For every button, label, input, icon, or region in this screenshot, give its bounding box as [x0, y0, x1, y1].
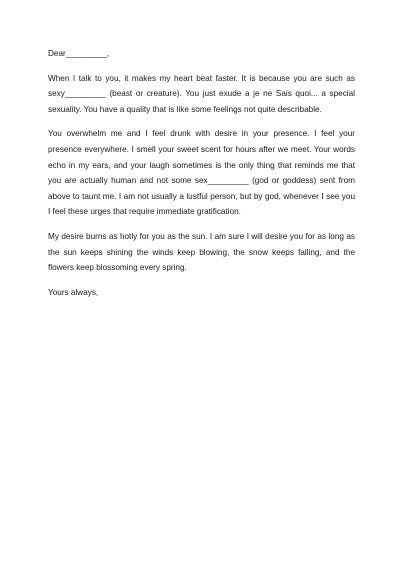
paragraph-3: My desire burns as hotly for you as the sun. I am sure I will desire you for as long as the sun keeps shining the winds keep blowing, the snow keeps falling, and the flowers keep blossoming every spring.	[48, 231, 355, 273]
salutation: Dear_________,	[48, 49, 110, 58]
closing: Yours always,	[48, 287, 99, 297]
paragraph-1: When I talk to you, it makes my heart beat faster. It is because you are such as sexy_________ (beast or creature). You just exude a je ne Sais quoi... a special sexuality. You have a quality that is like some feelings not quite describable.	[48, 73, 355, 114]
letter-page	[48, 46, 355, 300]
paragraph-2: You overwhelm me and I feel drunk with desire in your presence. I feel your presence everywhere. I smell your sweet scent for hours after we meet. Your words echo in my ears, and your laugh sometimes is the only thing that reminds me that you are actually human and not some sex_________ (god or goddess) sent from above to taunt me. I am not usually a lustful person, but by god, whenever I see you I feel these urges that require immediate gratification.	[48, 129, 355, 217]
